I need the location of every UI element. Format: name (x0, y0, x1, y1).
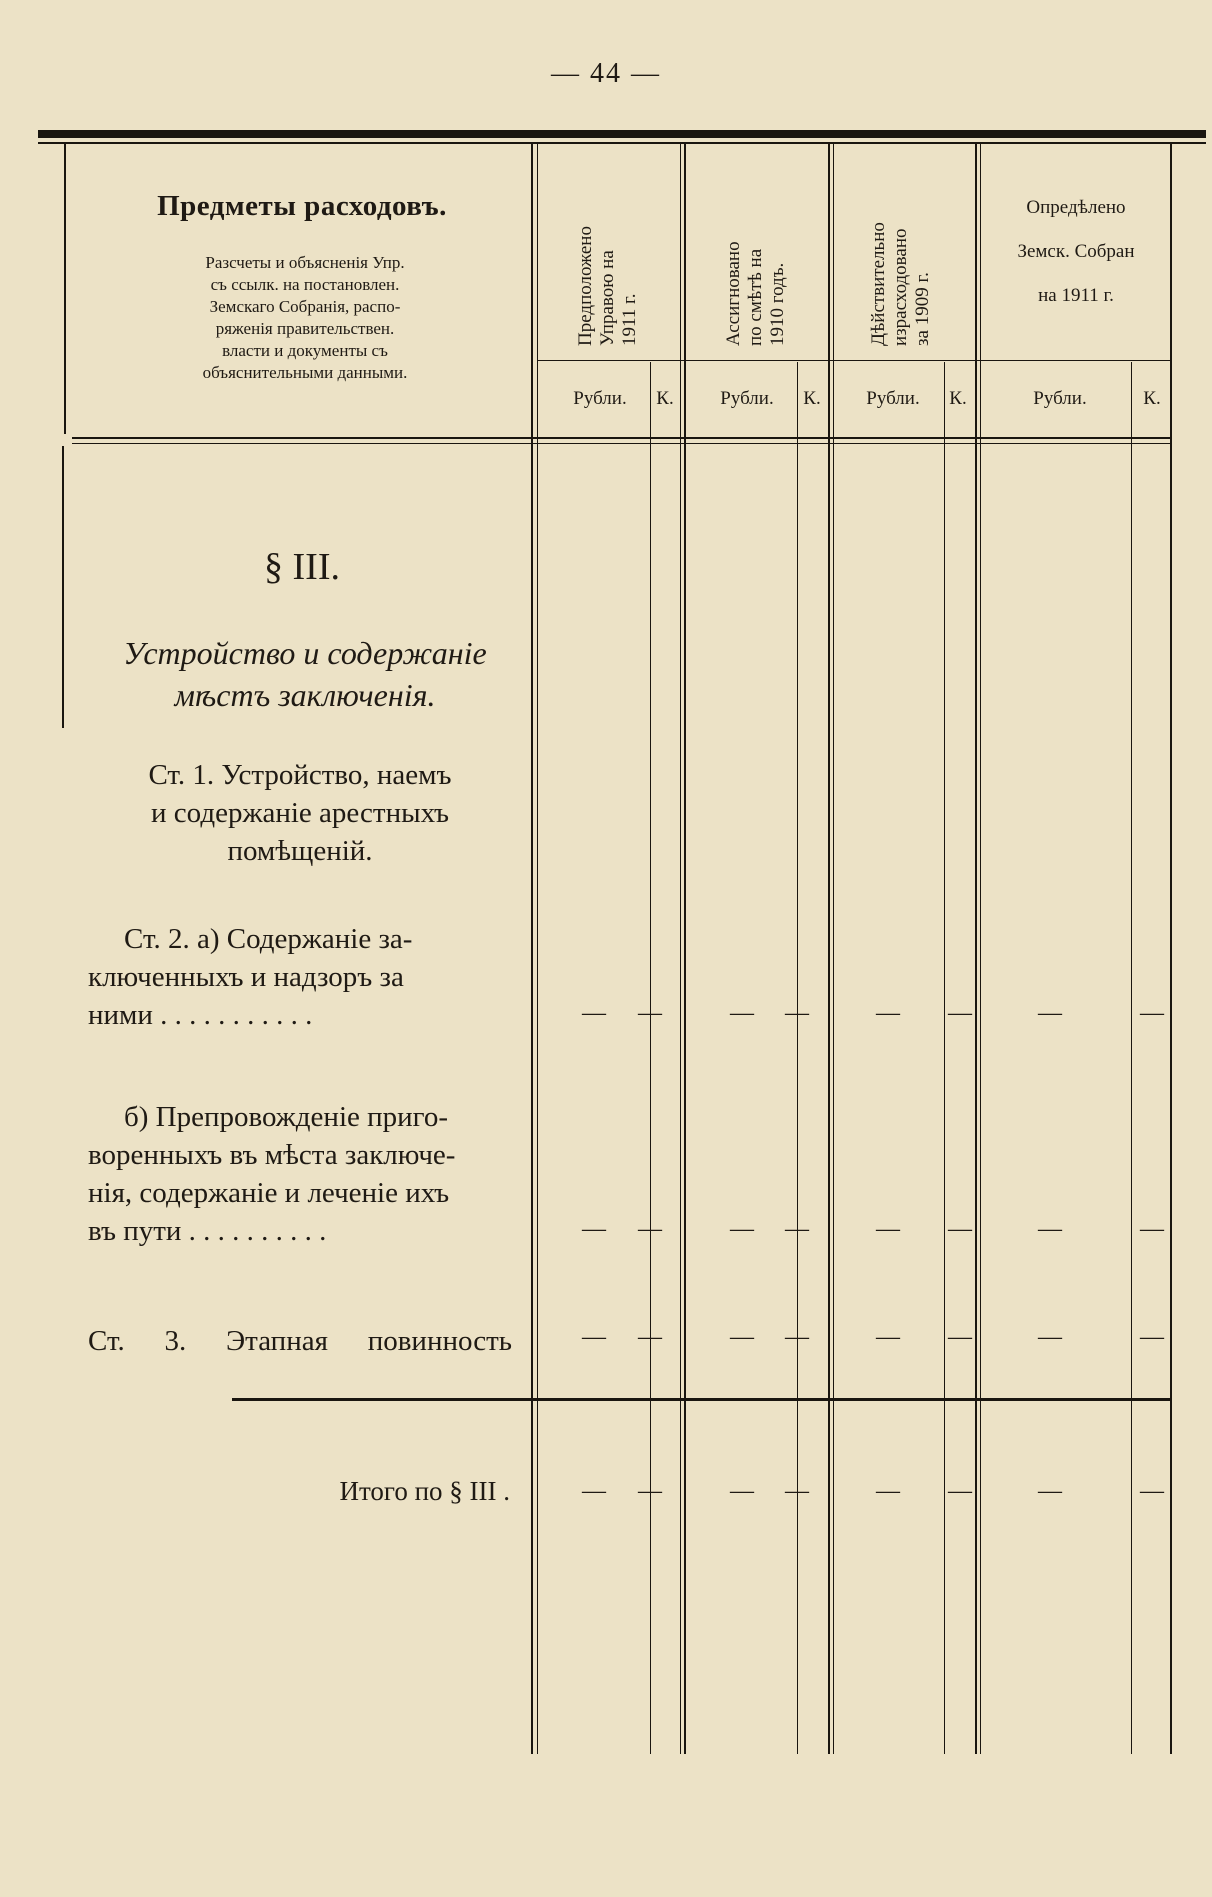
kopeck-divider (650, 362, 651, 1754)
unit-rub: Рубли. (573, 388, 627, 409)
total-proposed-rub: — (582, 1478, 606, 1504)
top-rule (38, 130, 1206, 138)
header-rule-thin (72, 443, 1170, 444)
section-title (90, 632, 520, 716)
column-header-spent (868, 178, 934, 346)
row-article-3 (88, 1322, 512, 1360)
row-article-1 (88, 756, 512, 870)
value-spent-kop: — (948, 1000, 972, 1026)
column-header-line: Земск. Собран (1017, 241, 1135, 262)
row-article-2b (88, 1098, 512, 1250)
column-divider (828, 144, 830, 1754)
column-header-line: на 1911 г. (1038, 285, 1114, 306)
value-assigned-kop: — (785, 1000, 809, 1026)
row-line: Ст. 3. Этапная повинность (88, 1325, 512, 1357)
total-assigned-rub: — (730, 1478, 754, 1504)
column-header-line: за 1909 г. (912, 272, 933, 346)
value-proposed-kop: — (638, 1000, 662, 1026)
row-line: нія, содержаніе и леченіе ихъ (88, 1177, 450, 1209)
top-rule-thin (38, 142, 1206, 144)
unit-rub: Рубли. (1033, 388, 1087, 409)
unit-kop: К. (1143, 388, 1161, 409)
column-header-line: Дѣйствительно (868, 222, 889, 346)
kopeck-divider (944, 362, 945, 1754)
row-line: б) Препровожденіе приго- (124, 1101, 448, 1133)
unit-rub: Рубли. (866, 388, 920, 409)
value-determined-rub: — (1038, 1000, 1062, 1026)
column-header-line: по смѣтѣ на (745, 248, 766, 346)
column-divider (684, 144, 686, 1754)
value-spent-rub: — (876, 1216, 900, 1242)
header-subtitle (145, 252, 465, 384)
header-subtitle-line: объяснительными данными. (202, 363, 408, 382)
column-header-line: Предположено (575, 226, 596, 346)
total-assigned-kop: — (785, 1478, 809, 1504)
column-divider (980, 144, 981, 1754)
column-divider (975, 144, 977, 1754)
kopeck-divider (797, 362, 798, 1754)
row-line: Ст. 2. а) Содержаніе за- (124, 923, 413, 955)
value-determined-kop: — (1140, 1324, 1164, 1350)
header-subtitle-line: ряженія правительствен. (215, 319, 395, 338)
column-header-determined (988, 186, 1164, 318)
page-number: — 44 — (551, 58, 661, 89)
table-border-left (64, 144, 66, 434)
total-spent-kop: — (948, 1478, 972, 1504)
value-assigned-rub: — (730, 1216, 754, 1242)
value-proposed-rub: — (582, 1216, 606, 1242)
total-proposed-kop: — (638, 1478, 662, 1504)
unit-kop: К. (656, 388, 674, 409)
row-line: ключенныхъ и надзоръ за (88, 961, 404, 993)
column-header-line: Ассигновано (723, 241, 744, 346)
row-line: воренныхъ въ мѣста заключе- (88, 1139, 456, 1171)
column-header-assigned (723, 196, 789, 346)
total-determined-kop: — (1140, 1478, 1164, 1504)
section-title-line: Устройство и содержаніе (123, 635, 487, 671)
row-line: ними . . . . . . . . . . . (88, 999, 313, 1031)
total-spent-rub: — (876, 1478, 900, 1504)
row-line: помѣщеній. (227, 835, 373, 867)
value-assigned-rub: — (730, 1000, 754, 1026)
row-article-2a (88, 920, 512, 1034)
column-divider (680, 144, 681, 1754)
column-header-line: 1910 годъ. (767, 262, 788, 346)
header-subtitle-line: власти и документы съ (222, 341, 388, 360)
header-subdivider (537, 360, 1170, 361)
value-proposed-rub: — (582, 1000, 606, 1026)
row-line: въ пути . . . . . . . . . . (88, 1215, 327, 1247)
total-rule (232, 1398, 1170, 1401)
header-rule (72, 437, 1170, 439)
section-sign: § III. (264, 546, 340, 588)
row-line: и содержаніе арестныхъ (151, 797, 449, 829)
value-spent-rub: — (876, 1000, 900, 1026)
column-header-line: 1911 г. (619, 293, 640, 346)
total-determined-rub: — (1038, 1478, 1062, 1504)
total-label: Итого по § III . (339, 1476, 510, 1506)
column-header-line: Управою на (597, 250, 618, 346)
value-proposed-kop: — (638, 1324, 662, 1350)
header-title: Предметы расходовъ. (157, 190, 447, 222)
value-spent-kop: — (948, 1324, 972, 1350)
column-header-line: Опредѣлено (1026, 197, 1126, 218)
table-border-right (1170, 144, 1172, 1754)
value-proposed-kop: — (638, 1216, 662, 1242)
value-assigned-kop: — (785, 1324, 809, 1350)
header-subtitle-line: съ ссылк. на постановлен. (210, 275, 400, 294)
header-subtitle-line: Разсчеты и объясненія Упр. (205, 253, 405, 272)
column-divider (537, 144, 538, 1754)
column-divider (833, 144, 834, 1754)
value-determined-rub: — (1038, 1216, 1062, 1242)
column-header-line: израсходовано (890, 228, 911, 346)
value-proposed-rub: — (582, 1324, 606, 1350)
value-spent-rub: — (876, 1324, 900, 1350)
value-determined-kop: — (1140, 1216, 1164, 1242)
column-divider (531, 144, 533, 1754)
value-determined-rub: — (1038, 1324, 1062, 1350)
value-determined-kop: — (1140, 1000, 1164, 1026)
unit-kop: К. (803, 388, 821, 409)
row-line: Ст. 1. Устройство, наемъ (148, 759, 452, 791)
kopeck-divider (1131, 362, 1132, 1754)
value-spent-kop: — (948, 1216, 972, 1242)
section-title-line: мѣстъ заключенія. (174, 677, 436, 713)
table-border-left (62, 446, 64, 728)
header-subtitle-line: Земскаго Собранія, распо- (209, 297, 401, 316)
column-header-proposed (575, 196, 641, 346)
value-assigned-kop: — (785, 1216, 809, 1242)
unit-rub: Рубли. (720, 388, 774, 409)
unit-kop: К. (949, 388, 967, 409)
value-assigned-rub: — (730, 1324, 754, 1350)
